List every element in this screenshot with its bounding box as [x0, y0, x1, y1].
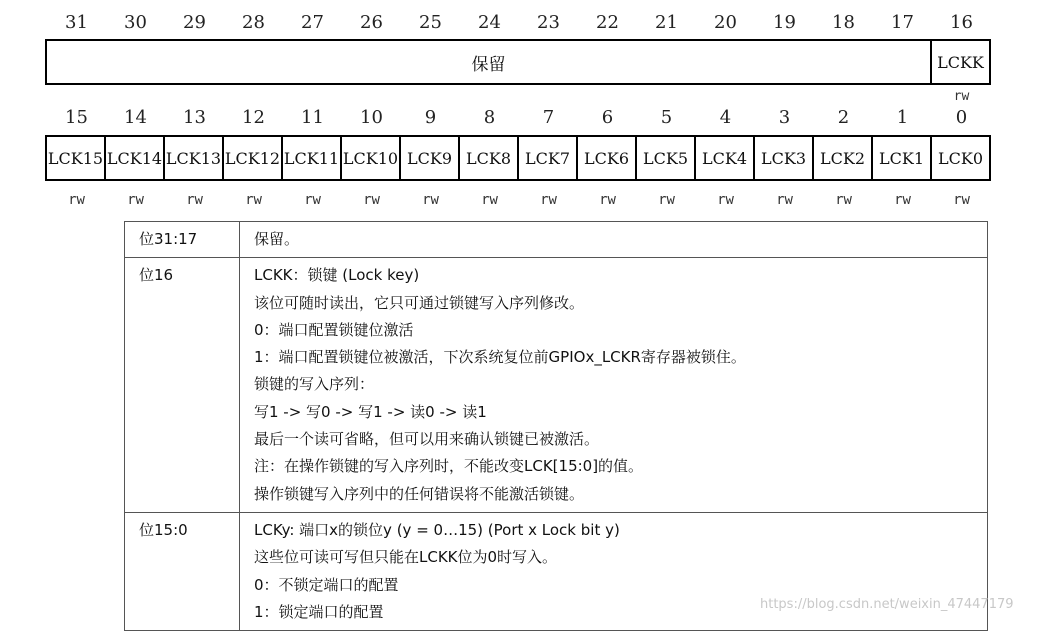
- bit-number: 8: [483, 107, 496, 128]
- access-label: rw: [68, 192, 85, 208]
- access-label: rw: [363, 192, 380, 208]
- access-label: rw: [599, 192, 616, 208]
- reserved-field: 保留: [47, 41, 932, 83]
- access-label: rw: [953, 192, 970, 208]
- bit-number: 15: [65, 107, 88, 128]
- bit-number: 22: [596, 12, 619, 33]
- bit-number: 10: [360, 107, 383, 128]
- bit-number: 14: [124, 107, 147, 128]
- description-line: 1：端口配置锁键位被激活，下次系统复位前GPIOx_LCKR寄存器被锁住。: [254, 348, 746, 367]
- access-label: rw: [776, 192, 793, 208]
- bit-number: 31: [65, 12, 88, 33]
- lck-field: LCK9: [401, 137, 460, 179]
- bit-number: 23: [537, 12, 560, 33]
- description-line: 这些位可读可写但只能在LCKK位为0时写入。: [254, 548, 558, 567]
- bit-number: 29: [183, 12, 206, 33]
- bit-number: 13: [183, 107, 206, 128]
- access-label: rw: [540, 192, 557, 208]
- lck-field: LCK5: [637, 137, 696, 179]
- description-line: 锁键的写入序列：: [254, 375, 375, 394]
- bit-number: 18: [832, 12, 855, 33]
- bit-number: 11: [301, 107, 324, 128]
- description-line: 该位可随时读出，它只可通过锁键写入序列修改。: [254, 293, 585, 312]
- table-row: [125, 512, 988, 630]
- description-cell: [240, 222, 988, 258]
- lck-field: LCK10: [342, 137, 401, 179]
- description-line: 注：在操作锁键的写入序列时，不能改变LCK[15:0]的值。: [254, 457, 644, 476]
- description-cell: [240, 258, 988, 513]
- lckk-field: LCKK: [937, 52, 984, 72]
- bit-number: 25: [419, 12, 442, 33]
- register-upper-row: [45, 39, 991, 85]
- lck-field: LCK3: [755, 137, 814, 179]
- bit-number: 7: [542, 107, 555, 128]
- lck-field: LCK11: [283, 137, 342, 179]
- lckk-access: rw: [953, 89, 970, 104]
- bit-number: 5: [660, 107, 673, 128]
- description-line: 操作锁键写入序列中的任何错误将不能激活锁键。: [254, 484, 585, 503]
- lck-field: LCK13: [165, 137, 224, 179]
- description-line: 0：端口配置锁键位激活: [254, 320, 414, 339]
- bit-number: 0: [955, 107, 968, 128]
- bit-number: 1: [896, 107, 909, 128]
- bit-number: 28: [242, 12, 265, 33]
- bit-number: 4: [719, 107, 732, 128]
- bit-number: 12: [242, 107, 265, 128]
- lck-field: LCK7: [519, 137, 578, 179]
- access-label: rw: [835, 192, 852, 208]
- lck-field: LCK8: [460, 137, 519, 179]
- lck-field: LCK14: [106, 137, 165, 179]
- bit-number: 30: [124, 12, 147, 33]
- bit-number: 24: [478, 12, 501, 33]
- description-line: 最后一个读可省略，但可以用来确认锁键已被激活。: [254, 430, 600, 449]
- bit-number: 27: [301, 12, 324, 33]
- access-label: rw: [481, 192, 498, 208]
- access-label: rw: [127, 192, 144, 208]
- access-label: rw: [717, 192, 734, 208]
- description-line: 1：锁定端口的配置: [254, 602, 384, 621]
- description-line: LCKy: 端口x的锁位y (y = 0…15) (Port x Lock bit y): [254, 520, 620, 539]
- access-label: rw: [245, 192, 262, 208]
- bit-number: 20: [714, 12, 737, 33]
- description-line: 保留。: [254, 230, 300, 248]
- bit-number: 9: [424, 107, 437, 128]
- description-line: 0：不锁定端口的配置: [254, 575, 399, 594]
- bit-range-cell: 位16: [125, 258, 240, 513]
- register-lower-row: [45, 135, 991, 181]
- bit-range-cell: 位31:17: [125, 222, 240, 258]
- watermark: https://blog.csdn.net/weixin_47447179: [760, 597, 1014, 612]
- description-cell: [240, 512, 988, 630]
- lck-field: LCK15: [47, 137, 106, 179]
- lck-field: LCK4: [696, 137, 755, 179]
- description-line: 写1 -> 写0 -> 写1 -> 读0 -> 读1: [254, 402, 487, 421]
- table-row: [125, 258, 988, 513]
- table-row: [125, 222, 988, 258]
- bit-number: 16: [950, 12, 973, 33]
- bit-range-cell: 位15:0: [125, 512, 240, 630]
- bit-number: 2: [837, 107, 850, 128]
- lck-field: LCK6: [578, 137, 637, 179]
- access-label: rw: [894, 192, 911, 208]
- access-label: rw: [422, 192, 439, 208]
- bit-number: 6: [601, 107, 614, 128]
- bit-number: 26: [360, 12, 383, 33]
- bit-number: 21: [655, 12, 678, 33]
- bit-number: 3: [778, 107, 791, 128]
- access-label: rw: [304, 192, 321, 208]
- description-line: LCKK：锁键 (Lock key): [254, 266, 420, 285]
- bit-description-table: [124, 221, 988, 631]
- lck-field: LCK2: [814, 137, 873, 179]
- lck-field: LCK1: [873, 137, 932, 179]
- lck-field: LCK0: [938, 148, 983, 168]
- bit-number: 19: [773, 12, 796, 33]
- lck-field: LCK12: [224, 137, 283, 179]
- access-label: rw: [186, 192, 203, 208]
- bit-number: 17: [891, 12, 914, 33]
- access-label: rw: [658, 192, 675, 208]
